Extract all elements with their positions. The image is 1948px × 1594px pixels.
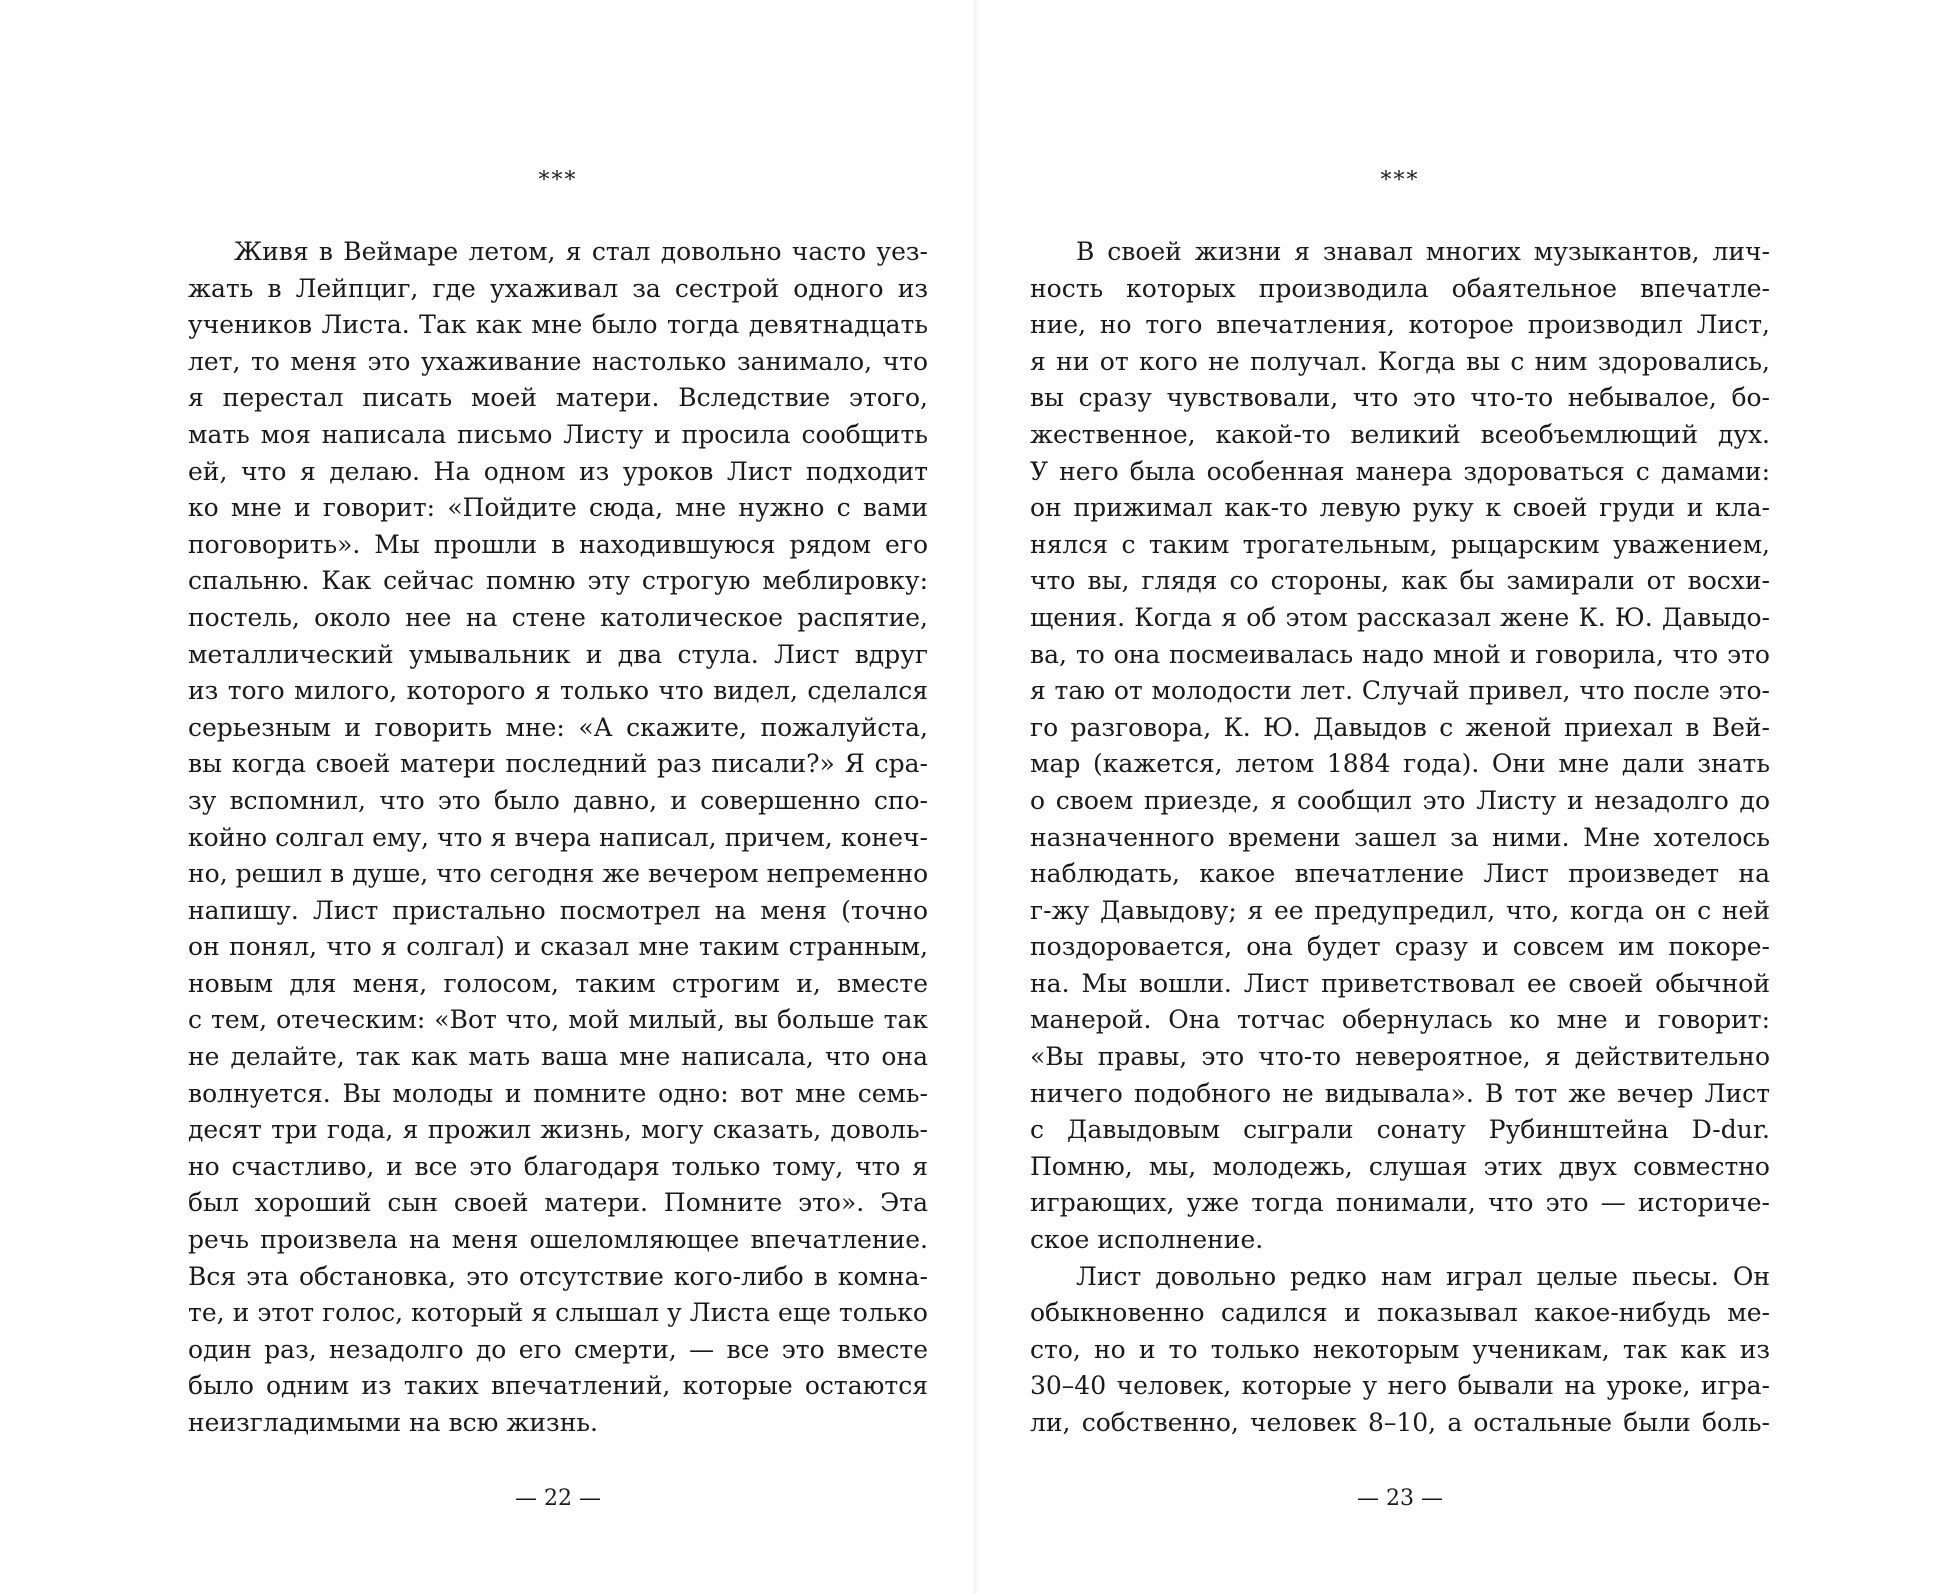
text-line: десят три года, я прожил жизнь, могу сказать, доволь- bbox=[188, 1115, 928, 1145]
text-line: лет, то меня это ухаживание настолько занимало, что bbox=[188, 346, 928, 376]
left-page bbox=[188, 0, 928, 1594]
right-page bbox=[1030, 0, 1770, 1594]
text-line: о своем приезде, я сообщил это Листу и незадолго до bbox=[1030, 785, 1770, 815]
text-line: я таю от молодости лет. Случай привел, что после это- bbox=[1030, 676, 1770, 706]
text-line: 30–40 человек, которые у него бывали на уроке, игра- bbox=[1030, 1371, 1770, 1401]
text-line: Живя в Веймаре летом, я стал довольно часто уез- bbox=[234, 237, 928, 266]
text-line: обыкновенно садился и показывал какое-нибудь ме- bbox=[1030, 1298, 1770, 1328]
text-line: сто, но и то только некоторым ученикам, так как из bbox=[1030, 1334, 1770, 1364]
text-line: те, и этот голос, который я слышал у Листа еще только bbox=[188, 1298, 928, 1328]
text-line: был хороший сын своей матери. Помните это». Эта bbox=[188, 1188, 928, 1218]
text-line: учеников Листа. Так как мне было тогда девятнадцать bbox=[188, 310, 928, 340]
text-line: жать в Лейпциг, где ухаживал за сестрой одного из bbox=[188, 273, 928, 303]
text-line: я перестал писать моей матери. Вследствие этого, bbox=[188, 383, 928, 413]
text-line: Помню, мы, молодежь, слушая этих двух совместно bbox=[1030, 1151, 1770, 1181]
text-line: «Вы правы, это что-то невероятное, я действительно bbox=[1030, 1042, 1770, 1072]
page-body-text bbox=[188, 234, 928, 1442]
text-line: речь произвела на меня ошеломляющее впечатление. bbox=[188, 1225, 928, 1255]
text-line: щения. Когда я об этом рассказал жене К. Ю. Давыдо- bbox=[1030, 602, 1770, 632]
text-line: что вы, глядя со стороны, как бы замирали от восхи- bbox=[1030, 566, 1770, 596]
section-separator: *** bbox=[538, 168, 578, 193]
text-line: Вся эта обстановка, это отсутствие кого-либо в комна- bbox=[188, 1261, 928, 1291]
text-line: мар (кажется, летом 1884 года). Они мне дали знать bbox=[1030, 749, 1770, 779]
text-line: жественное, какой-то великий всеобъемлющий дух. bbox=[1030, 419, 1770, 449]
text-line: ничего подобного не видывала». В тот же вечер Лист bbox=[1030, 1078, 1770, 1108]
text-line: ли, собственно, человек 8–10, а остальные были боль- bbox=[1030, 1408, 1770, 1437]
page-body-text bbox=[1030, 234, 1770, 1442]
page-number: — 23 — bbox=[1357, 1486, 1443, 1511]
text-line: металлический умывальник и два стула. Лист вдруг bbox=[188, 639, 928, 669]
text-line: ко мне и говорит: «Пойдите сюда, мне нужно с вами bbox=[188, 493, 928, 523]
text-line: поговорить». Мы прошли в находившуюся рядом его bbox=[188, 529, 928, 559]
text-line: койно солгал ему, что я вчера написал, причем, конеч- bbox=[188, 822, 928, 852]
text-line: наблюдать, какое впечатление Лист произведет на bbox=[1030, 859, 1770, 889]
text-line: на. Мы вошли. Лист приветствовал ее своей обычной bbox=[1030, 968, 1770, 998]
text-line: ей, что я делаю. На одном из уроков Лист подходит bbox=[188, 456, 928, 486]
text-line: В своей жизни я знавал многих музыкантов, лич- bbox=[1076, 237, 1770, 266]
text-line: ское исполнение. bbox=[1030, 1225, 1264, 1255]
text-line: нялся с таким трогательным, рыцарским уважением, bbox=[1030, 529, 1770, 559]
text-line: один раз, незадолго до его смерти, — все это вместе bbox=[188, 1334, 928, 1364]
text-line: из того милого, которого я только что видел, сделался bbox=[188, 676, 928, 706]
text-line: с Давыдовым сыграли сонату Рубинштейна D-dur. bbox=[1030, 1115, 1770, 1145]
text-line: я ни от кого не получал. Когда вы с ним здоровались, bbox=[1030, 346, 1770, 376]
text-line: вы сразу чувствовали, что это что-то небывалое, бо- bbox=[1030, 383, 1770, 413]
text-line: было одним из таких впечатлений, которые остаются bbox=[188, 1371, 928, 1401]
section-separator: *** bbox=[1380, 168, 1420, 193]
text-line: Лист довольно редко нам играл целые пьесы. Он bbox=[1076, 1261, 1770, 1291]
text-line: мать моя написала письмо Листу и просила сообщить bbox=[188, 419, 928, 449]
text-line: не делайте, так как мать ваша мне написала, что она bbox=[188, 1042, 928, 1072]
text-line: постель, около нее на стене католическое распятие, bbox=[188, 602, 928, 632]
text-line: г-жу Давыдову; я ее предупредил, что, когда он с ней bbox=[1030, 895, 1770, 925]
text-line: напишу. Лист пристально посмотрел на меня (точно bbox=[188, 895, 928, 925]
text-line: ние, но того впечатления, которое производил Лист, bbox=[1030, 310, 1770, 340]
text-line: поздоровается, она будет сразу и совсем им покоре- bbox=[1030, 932, 1770, 962]
text-line: ность которых производила обаятельное впечатле- bbox=[1030, 273, 1770, 303]
text-line: но, решил в душе, что сегодня же вечером непременно bbox=[188, 859, 928, 889]
text-line: серьезным и говорить мне: «А скажите, пожалуйста, bbox=[188, 712, 928, 742]
text-line: волнуется. Вы молоды и помните одно: вот мне семь- bbox=[188, 1078, 928, 1108]
text-line: зу вспомнил, что это было давно, и совершенно спо- bbox=[188, 785, 928, 815]
text-line: неизгладимыми на всю жизнь. bbox=[188, 1408, 598, 1437]
text-line: но счастливо, и все это благодаря только тому, что я bbox=[188, 1151, 928, 1181]
page-number: — 22 — bbox=[515, 1486, 601, 1511]
text-line: вы когда своей матери последний раз писали?» Я сра- bbox=[188, 749, 928, 779]
text-line: играющих, уже тогда понимали, что это — историче- bbox=[1030, 1188, 1770, 1218]
text-line: назначенного времени зашел за ними. Мне хотелось bbox=[1030, 822, 1770, 852]
text-line: он понял, что я солгал) и сказал мне таким странным, bbox=[188, 932, 928, 962]
book-gutter bbox=[972, 0, 978, 1594]
text-line: с тем, отеческим: «Вот что, мой милый, вы больше так bbox=[188, 1005, 928, 1035]
text-line: ва, то она посмеивалась надо мной и говорила, что это bbox=[1030, 639, 1770, 669]
text-line: он прижимал как-то левую руку к своей груди и кла- bbox=[1030, 493, 1770, 523]
text-line: У него была особенная манера здороваться с дамами: bbox=[1030, 456, 1770, 486]
text-line: манерой. Она тотчас обернулась ко мне и говорит: bbox=[1030, 1005, 1770, 1035]
text-line: новым для меня, голосом, таким строгим и, вместе bbox=[188, 968, 928, 998]
text-line: го разговора, К. Ю. Давыдов с женой приехал в Вей- bbox=[1030, 712, 1770, 742]
text-line: спальню. Как сейчас помню эту строгую меблировку: bbox=[188, 566, 928, 596]
